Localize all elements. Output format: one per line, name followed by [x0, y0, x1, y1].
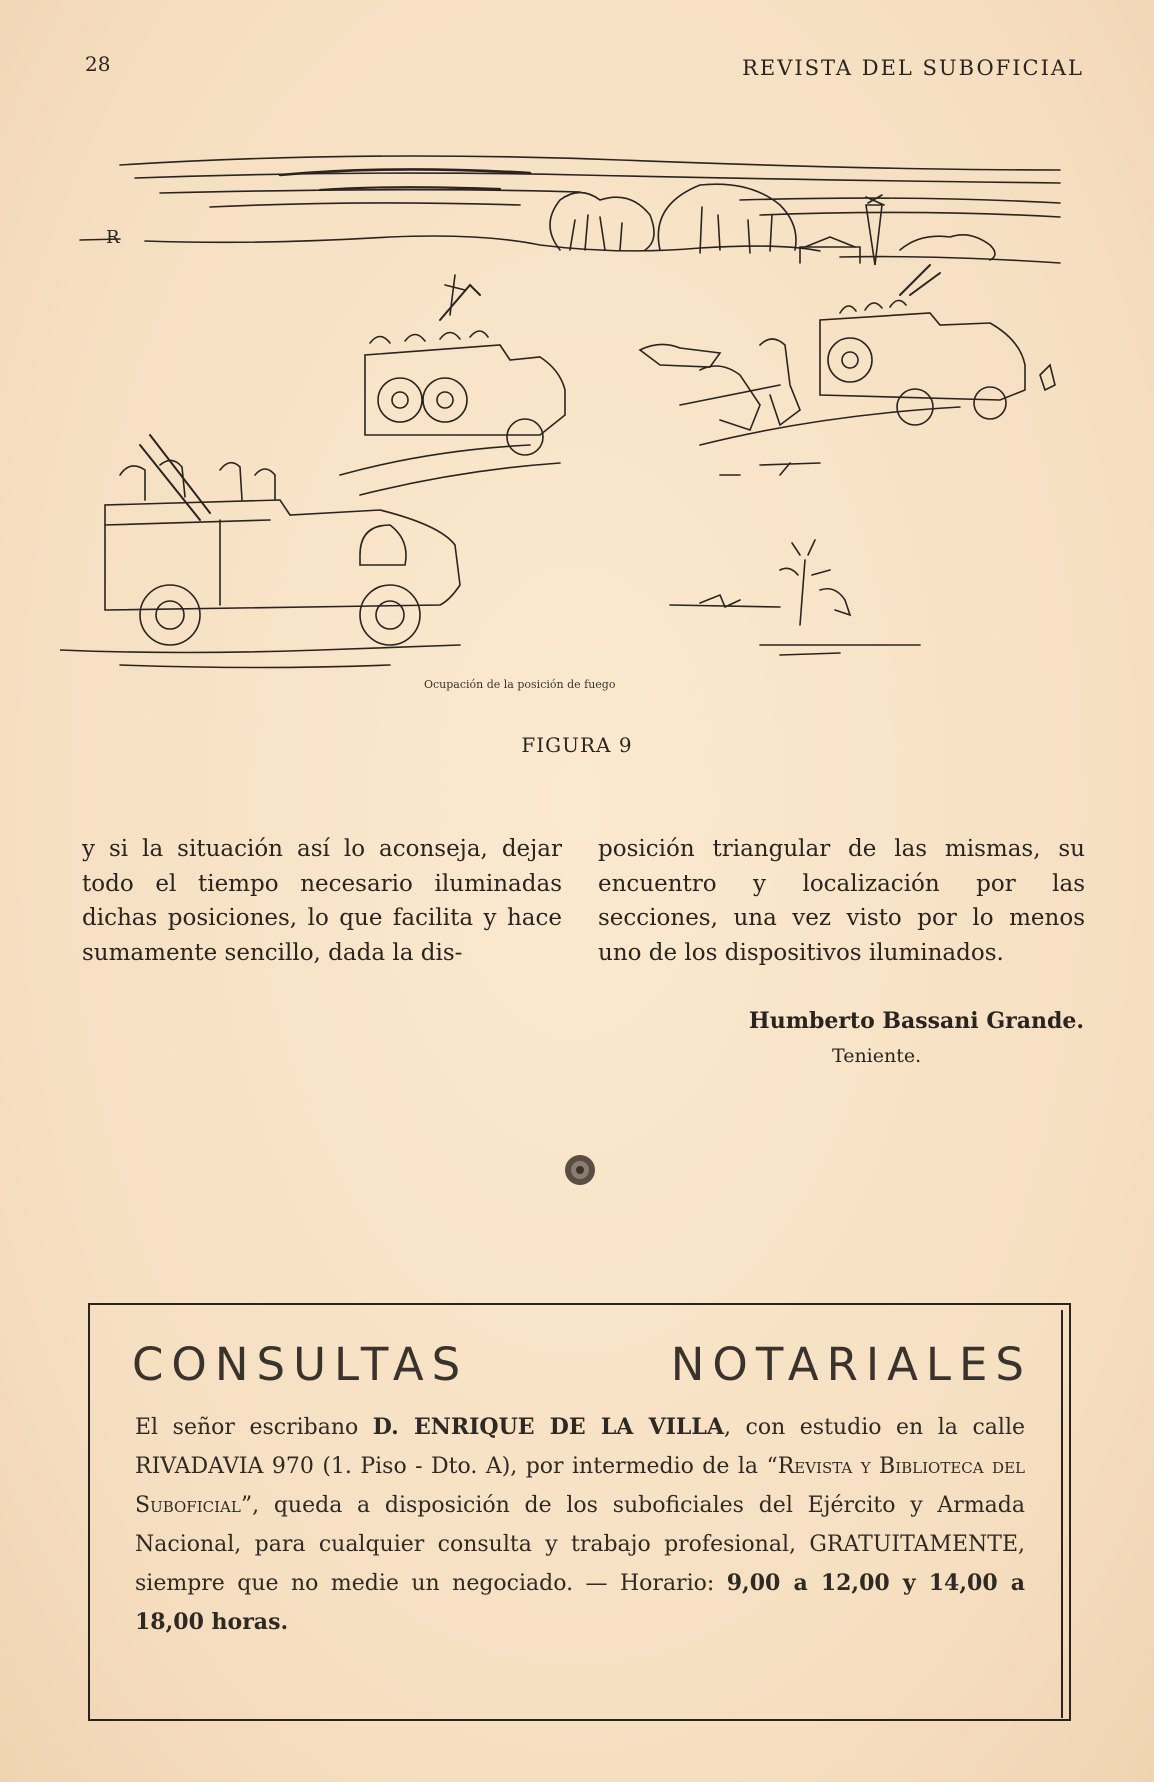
truck-middle — [340, 275, 565, 495]
ad-text-1: El señor escribano — [135, 1415, 373, 1440]
running-title: REVISTA DEL SUBOFICIAL — [742, 56, 1084, 80]
figure-title: FIGURA 9 — [521, 733, 633, 757]
figure-9-illustration — [60, 145, 1100, 735]
article-right-column: posición triangular de las mismas, su encuentro y localización por las secciones, una vez visto por lo menos uno de los dispositivos iluminados. — [598, 836, 1085, 966]
ad-text-3: (1. Piso - Dto. A), por intermedio de la “ — [313, 1454, 778, 1479]
publication-name: Revista y Biblioteca del Suboficial — [135, 1454, 1025, 1518]
article-left-column: y si la situación así lo aconseja, dejar todo el tiempo necesario iluminadas dichas posiciones, lo que facilita y hace sumamente sencillo, dada la dis- — [82, 836, 562, 966]
author-rank: Teniente. — [832, 1045, 922, 1067]
light-marker — [670, 540, 920, 655]
truck-right — [820, 265, 1055, 425]
ad-text-4: ”, queda a disposición de los suboficiales del Ejército y Armada Nacional, para cualquier consulta y trabajo profesional, — [135, 1493, 1025, 1557]
advertisement-title-word-1: CONSULTAS — [132, 1338, 469, 1391]
free-of-charge: GRATUITAMENTE — [809, 1532, 1018, 1557]
trees — [550, 184, 995, 260]
artist-signature: R — [106, 227, 120, 248]
windmill-and-house — [800, 195, 884, 265]
soldiers-right — [640, 339, 960, 475]
advertisement-title — [132, 1338, 1032, 1391]
page-number: 28 — [85, 52, 111, 76]
author-name: Humberto Bassani Grande. — [748, 1008, 1084, 1034]
advertisement-border-right — [1061, 1310, 1063, 1718]
advertisement-title-word-2: NOTARIALES — [670, 1338, 1032, 1391]
sky-lines — [120, 156, 1060, 217]
ornament-icon — [563, 1153, 597, 1187]
office-hours: 9,00 a 12,00 y 14,00 a 18,00 horas. — [135, 1570, 1026, 1635]
notary-address: RIVADAVIA 970 — [135, 1454, 314, 1479]
notary-name: D. ENRIQUE DE LA VILLA — [372, 1414, 724, 1440]
ad-text-5: , siempre que no medie un negociado. — Horario: — [135, 1532, 1025, 1596]
advertisement-body — [135, 1408, 1025, 1642]
ad-text-2: , con estudio en la calle — [723, 1415, 1025, 1440]
truck-foreground-left — [60, 435, 460, 668]
figure-caption: Ocupación de la posición de fuego — [424, 678, 616, 691]
